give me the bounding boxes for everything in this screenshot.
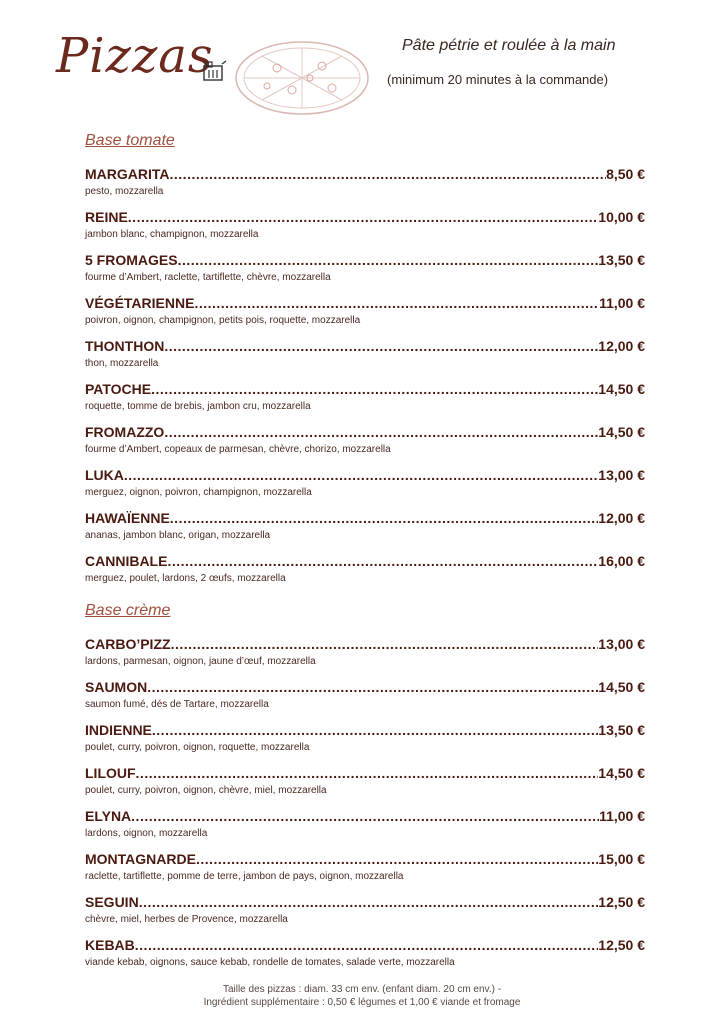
menu-item — [85, 164, 645, 207]
pizza-ingredients: jambon blanc, champignon, mozzarella — [85, 229, 259, 240]
pizza-price: 11,00 € — [599, 808, 645, 824]
menu-item-line — [85, 551, 645, 571]
pizza-ingredients: lardons, parmesan, oignon, jaune d’œuf, mozzarella — [85, 656, 316, 667]
pizza-price: 13,50 € — [598, 722, 645, 738]
dot-leader — [147, 677, 598, 697]
pizza-name: MONTAGNARDE — [85, 851, 196, 867]
pizza-name: LILOUF — [85, 765, 136, 781]
pizza-name: REINE — [85, 209, 128, 225]
pizza-price: 10,00 € — [598, 209, 645, 225]
pizza-ingredients: viande kebab, oignons, sauce kebab, rondelle de tomates, salade verte, mozzarella — [85, 957, 455, 968]
menu-item — [85, 250, 645, 293]
menu-item-line — [85, 336, 645, 356]
dot-leader — [151, 379, 598, 399]
pizza-ingredients: ananas, jambon blanc, origan, mozzarella — [85, 530, 271, 541]
dot-leader — [170, 164, 607, 184]
preparation-note: (minimum 20 minutes à la commande) — [387, 72, 609, 87]
pizza-ingredients: poulet, curry, poivron, oignon, chèvre, miel, mozzarella — [85, 785, 327, 796]
pizza-name: CANNIBALE — [85, 553, 168, 569]
menu-item-line — [85, 720, 645, 740]
pizza-price: 13,00 € — [598, 467, 645, 483]
menu-item — [85, 379, 645, 422]
menu-item-line — [85, 207, 645, 227]
menu-item-line — [85, 849, 645, 869]
menu-item — [85, 422, 645, 465]
menu-item-line — [85, 379, 645, 399]
menu-item — [85, 634, 645, 677]
dot-leader — [136, 763, 599, 783]
menu-list-base-creme — [85, 634, 645, 978]
dot-leader — [170, 508, 598, 528]
pizza-name: PATOCHE — [85, 381, 152, 397]
menu-item-line — [85, 164, 645, 184]
menu-item — [85, 892, 645, 935]
menu-item — [85, 935, 645, 978]
menu-item — [85, 806, 645, 849]
pizza-name: LUKA — [85, 467, 124, 483]
menu-item — [85, 508, 645, 551]
pizza-price: 16,00 € — [598, 553, 645, 569]
pizza-ingredients: thon, mozzarella — [85, 358, 159, 369]
pizza-price: 12,50 € — [598, 894, 645, 910]
menu-item — [85, 720, 645, 763]
menu-item — [85, 763, 645, 806]
dot-leader — [196, 849, 598, 869]
menu-item-line — [85, 250, 645, 270]
tagline: Pâte pétrie et roulée à la main — [402, 37, 616, 54]
dot-leader — [139, 892, 599, 912]
pizza-price: 13,00 € — [598, 636, 645, 652]
menu-item-line — [85, 806, 645, 826]
dot-leader — [164, 422, 598, 442]
pizza-ingredients: fourme d’Ambert, raclette, tartiflette, chèvre, mozzarella — [85, 272, 331, 283]
dot-leader — [135, 935, 599, 955]
dot-leader — [128, 207, 598, 227]
chef-icon — [201, 60, 227, 82]
pizza-name: MARGARITA — [85, 166, 170, 182]
footer-line-size: Taille des pizzas : diam. 33 cm env. (enfant diam. 20 cm env.) - — [222, 984, 502, 995]
pizza-name: 5 FROMAGES — [85, 252, 178, 268]
pizza-ingredients: chèvre, miel, herbes de Provence, mozzarella — [85, 914, 288, 925]
menu-item — [85, 207, 645, 250]
menu-item — [85, 293, 645, 336]
pizza-name: SEGUIN — [85, 894, 139, 910]
pizza-ingredients: merguez, oignon, poivron, champignon, mozzarella — [85, 487, 312, 498]
pizza-ingredients: saumon fumé, dés de Tartare, mozzarella — [85, 699, 269, 710]
footer-line-extra: Ingrédient supplémentaire : 0,50 € légumes et 1,00 € viande et fromage — [203, 997, 521, 1008]
menu-item — [85, 551, 645, 594]
pizza-name: KEBAB — [85, 937, 135, 953]
menu-item-line — [85, 422, 645, 442]
menu-list-base-tomate — [85, 164, 645, 594]
menu-item-line — [85, 677, 645, 697]
pizza-price: 12,50 € — [598, 937, 645, 953]
pizza-price: 14,50 € — [598, 424, 645, 440]
pizza-ingredients: poivron, oignon, champignon, petits pois, roquette, mozzarella — [85, 315, 361, 326]
page-title: Pizzas — [56, 28, 214, 84]
menu-item-line — [85, 935, 645, 955]
pizza-price: 15,00 € — [598, 851, 645, 867]
menu-item-line — [85, 634, 645, 654]
pizza-name: INDIENNE — [85, 722, 152, 738]
menu-item — [85, 336, 645, 379]
dot-leader — [131, 806, 599, 826]
footer-note — [0, 983, 724, 1009]
pizza-name: THONTHON — [85, 338, 165, 354]
pizza-ingredients: pesto, mozzarella — [85, 186, 164, 197]
menu-item-line — [85, 293, 645, 313]
menu-item-line — [85, 763, 645, 783]
pizza-price: 8,50 € — [606, 166, 645, 182]
pizza-price: 12,00 € — [598, 510, 645, 526]
pizza-name: FROMAZZO — [85, 424, 165, 440]
pizza-price: 11,00 € — [599, 295, 645, 311]
menu-item-line — [85, 465, 645, 485]
pizza-ingredients: merguez, poulet, lardons, 2 œufs, mozzarella — [85, 573, 286, 584]
pizza-price: 14,50 € — [598, 765, 645, 781]
menu-item — [85, 465, 645, 508]
menu-item — [85, 677, 645, 720]
pizza-price: 13,50 € — [598, 252, 645, 268]
pizza-ingredients: fourme d’Ambert, copeaux de parmesan, chèvre, chorizo, mozzarella — [85, 444, 391, 455]
dot-leader — [171, 634, 599, 654]
pizza-price: 14,50 € — [598, 679, 645, 695]
dot-leader — [167, 551, 598, 571]
pizza-ingredients: raclette, tartiflette, pomme de terre, jambon de pays, oignon, mozzarella — [85, 871, 404, 882]
pizza-name: CARBO’PIZZ — [85, 636, 171, 652]
pizza-name: HAWAÏENNE — [85, 510, 170, 526]
pizza-price: 14,50 € — [598, 381, 645, 397]
dot-leader — [178, 250, 599, 270]
menu-item-line — [85, 892, 645, 912]
pizza-name: SAUMON — [85, 679, 148, 695]
pizza-illustration — [232, 38, 372, 118]
menu-item — [85, 849, 645, 892]
section-heading-base-creme: Base crème — [85, 602, 171, 619]
pizza-ingredients: roquette, tomme de brebis, jambon cru, mozzarella — [85, 401, 311, 412]
header — [0, 0, 724, 120]
dot-leader — [152, 720, 598, 740]
pizza-ingredients: poulet, curry, poivron, oignon, roquette, mozzarella — [85, 742, 310, 753]
dot-leader — [164, 336, 598, 356]
pizza-ingredients: lardons, oignon, mozzarella — [85, 828, 208, 839]
pizza-price: 12,00 € — [598, 338, 645, 354]
pizza-name: VÉGÉTARIENNE — [85, 295, 195, 311]
menu-item-line — [85, 508, 645, 528]
dot-leader — [194, 293, 599, 313]
section-heading-base-tomate: Base tomate — [85, 132, 175, 149]
dot-leader — [124, 465, 598, 485]
pizza-name: ELYNA — [85, 808, 132, 824]
